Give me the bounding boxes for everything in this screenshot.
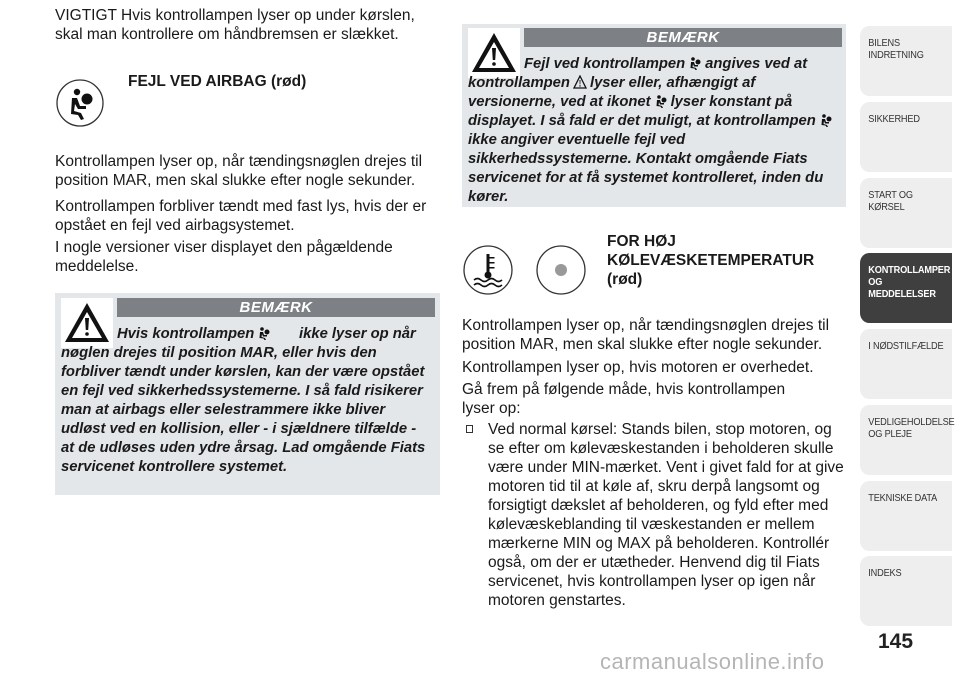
- intro-paragraph: VIGTIGT Hvis kontrollampen lyser op under kørslen, skal man kontrollere om håndbremsen er slækket.: [55, 7, 415, 43]
- right-note-text-4: lyser konstant på displayet. I så fald er det muligt, at kontrollampen: [468, 94, 816, 129]
- airbag-inline-icon: [688, 56, 702, 70]
- tab-vedligeholdelse-og-pleje[interactable]: VEDLIGEHOLDELSE OG PLEJE: [860, 405, 952, 475]
- coolant-bullet-list: [462, 420, 847, 610]
- tab-tekniske-data[interactable]: TEKNISKE DATA: [860, 481, 952, 551]
- coolant-temperature-icon: [462, 244, 514, 296]
- airbag-inline-icon: [654, 94, 668, 108]
- watermark: carmanualsonline.info: [600, 649, 825, 674]
- right-note-text-5: ikke angiver eventuelle fejl ved sikkerhedssystemerne. Kontakt omgående Fiats servicenet for at få systemet kontrolleret, inden du kører.: [468, 132, 824, 205]
- right-note-text-1: Fejl ved kontrollampen: [524, 56, 686, 72]
- bullet-square-icon: [466, 425, 473, 433]
- warning-inline-icon: [573, 75, 587, 89]
- tab-indeks[interactable]: INDEKS: [860, 556, 952, 626]
- airbag-paragraph-2: Kontrollampen forbliver tændt med fast lys, hvis der er opstået en fejl ved airbagsystemet.: [55, 198, 427, 234]
- coolant-heading: FOR HØJ KØLEVÆSKETEMPERATUR (rød): [607, 233, 815, 288]
- airbag-icon: [55, 78, 105, 128]
- left-note-text-body: ikke lyser op når nøglen drejes til position MAR, eller hvis den forbliver tændt under kørslen, kan der være opstået en fejl ved sikkerhedssystemerne. I så fald risikerer man at airbags eller selestrammere ikke bliver udløst ved en kollision, eller - i sjældnere tilfælde - at de udløses uden ydre årsag. Lad omgående Fiats servicenet kontrollere systemet.: [61, 326, 426, 475]
- airbag-inline-icon: [819, 113, 833, 127]
- right-note-text-3: lyser eller, afhængigt af versionerne, ved at ikonet: [468, 75, 756, 110]
- airbag-paragraph-3: I nogle versioner viser displayet den pågældende meddelelse.: [55, 239, 393, 275]
- right-note-text-2: angives ved at kontrollampen: [468, 56, 808, 91]
- tab-i-nodstilfaelde[interactable]: I NØDSTILFÆLDE: [860, 329, 952, 399]
- left-note-text-1: Hvis kontrollampen: [117, 326, 255, 342]
- page-number: 145: [878, 630, 914, 653]
- coolant-paragraph-1: Kontrollampen lyser op, når tændingsnøglen drejes til position MAR, men skal slukke efter nogle sekunder.: [462, 317, 830, 353]
- right-note-title: BEMÆRK: [524, 28, 842, 47]
- indicator-dot-icon: [535, 244, 587, 296]
- coolant-paragraph-3: Gå frem på følgende måde, hvis kontrollampen lyser op:: [462, 381, 786, 417]
- tab-kontrollamper-og-meddelelser[interactable]: KONTROLLAMPER OG MEDDELELSER: [860, 253, 952, 323]
- tab-start-og-korsel[interactable]: START OG KØRSEL: [860, 178, 952, 248]
- airbag-heading: FEJL VED AIRBAG (rød): [128, 73, 307, 90]
- right-note-box: [462, 24, 846, 207]
- tab-bilens-indretning[interactable]: BILENS INDRETNING: [860, 26, 952, 96]
- list-item: [462, 420, 847, 610]
- right-note-text: [468, 55, 840, 207]
- list-item-text: Ved normal kørsel: Stands bilen, stop motoren, og se efter om kølevæskestanden i beholderen skulle være under MIN-mærket. Vent i givet fald for at give motoren tid til at køle af, skru derpå langsomt og forsigtigt dækslet af beholderen, og fyld efter med kølevæskeblanding til væskestanden er mellem mærkerne MIN og MAX på beholderen. Kontrollér også, om der er utætheder. Henvend dig til Fiats servicenet, hvis kontrollampen lyser op igen når motoren genstartes.: [488, 421, 844, 609]
- tab-sikkerhed[interactable]: SIKKERHED: [860, 102, 952, 172]
- airbag-paragraph-1: Kontrollampen lyser op, når tændingsnøglen drejes til position MAR, men skal slukke efter nogle sekunder.: [55, 153, 423, 189]
- left-note-box: [55, 293, 440, 495]
- left-note-title: BEMÆRK: [117, 298, 435, 317]
- chapter-sidebar: [860, 0, 960, 678]
- coolant-paragraph-2: Kontrollampen lyser op, hvis motoren er overhedet.: [462, 359, 814, 376]
